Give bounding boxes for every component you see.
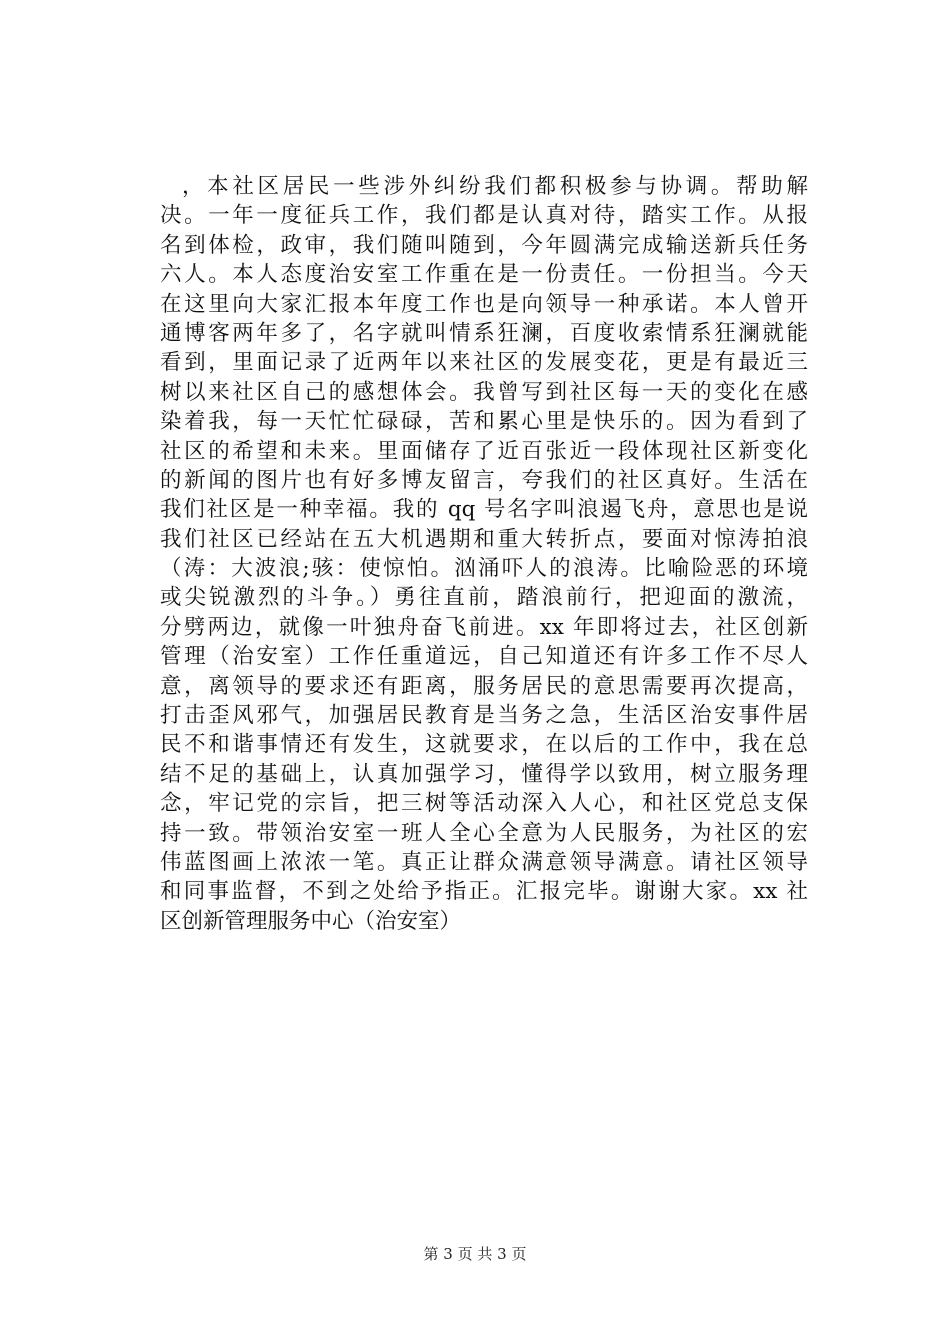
body-text <box>160 172 808 936</box>
text-line: 持一致。带领治安室一班人全心全意为人民服务，为社区的宏 <box>160 820 808 846</box>
text-line: （涛：大波浪;骇：使惊怕。汹涌吓人的浪涛。比喻险恶的环境 <box>160 556 808 582</box>
text-line: 民不和谐事情还有发生，这就要求，在以后的工作中，我在总 <box>160 732 808 758</box>
text-line: 意，离领导的要求还有距离，服务居民的意思需要再次提高， <box>160 673 808 699</box>
text-line: 伟蓝图画上浓浓一笔。真正让群众满意领导满意。请社区领导 <box>160 849 808 875</box>
text-line: 通博客两年多了，名字就叫情系狂澜，百度收索情系狂澜就能 <box>160 320 808 346</box>
text-line: 染着我，每一天忙忙碌碌，苦和累心里是快乐的。因为看到了 <box>160 409 808 435</box>
text-line: 的新闻的图片也有好多博友留言，夸我们的社区真好。生活在 <box>160 467 808 493</box>
text-line: 决。一年一度征兵工作，我们都是认真对待，踏实工作。从报 <box>160 203 808 229</box>
page-footer <box>0 1244 950 1264</box>
text-line: ，本社区居民一些涉外纠纷我们都积极参与协调。帮助解 <box>182 174 808 199</box>
text-line: 社区的希望和未来。里面储存了近百张近一段体现社区新变化 <box>160 438 808 464</box>
text-line: 管理（治安室）工作任重道远，自己知道还有许多工作不尽人 <box>160 644 808 670</box>
text-line: 和同事监督，不到之处给予指正。汇报完毕。谢谢大家。xx 社 <box>160 879 808 905</box>
text-line: 或尖锐激烈的斗争。）勇往直前，踏浪前行，把迎面的激流， <box>160 585 808 611</box>
text-line: 看到，里面记录了近两年以来社区的发展变花，更是有最近三 <box>160 350 808 376</box>
text-line: 区创新管理服务中心（治安室） <box>160 908 462 934</box>
text-line: 我们社区是一种幸福。我的 qq 号名字叫浪遏飞舟，意思也是说 <box>160 497 808 523</box>
text-line: 结不足的基础上，认真加强学习，懂得学以致用，树立服务理 <box>160 761 808 787</box>
text-line: 树以来社区自己的感想体会。我曾写到社区每一天的变化在感 <box>160 379 808 405</box>
text-line: 打击歪风邪气，加强居民教育是当务之急，生活区治安事件居 <box>160 703 808 729</box>
page-number-label: 第 3 页 共 3 页 <box>423 1245 527 1263</box>
text-line: 念，牢记党的宗旨，把三树等活动深入人心，和社区党总支保 <box>160 791 808 817</box>
text-line: 在这里向大家汇报本年度工作也是向领导一种承诺。本人曾开 <box>160 291 808 317</box>
text-line: 六人。本人态度治安室工作重在是一份责任。一份担当。今天 <box>160 262 808 288</box>
text-line: 名到体检，政审，我们随叫随到，今年圆满完成输送新兵任务 <box>160 232 808 258</box>
text-line: 我们社区已经站在五大机遇期和重大转折点，要面对惊涛拍浪 <box>160 526 808 552</box>
text-line: 分劈两边，就像一叶独舟奋飞前进。xx 年即将过去，社区创新 <box>160 614 808 640</box>
